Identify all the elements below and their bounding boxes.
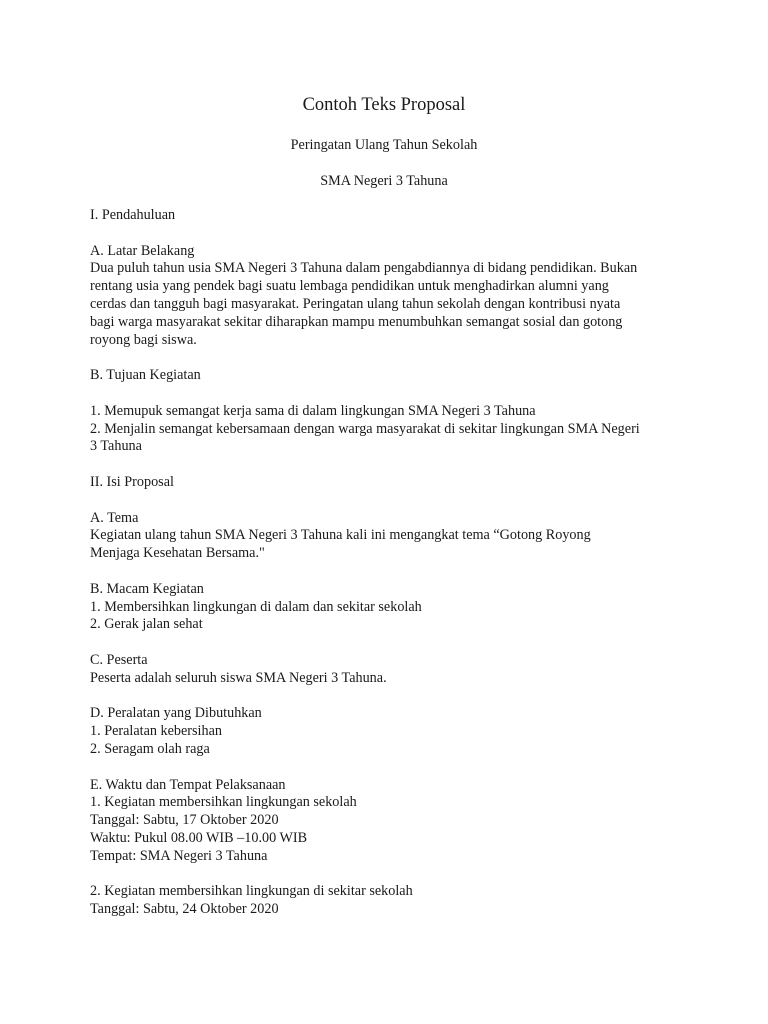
list-item: 2. Menjalin semangat kebersamaan dengan warga masyarakat di sekitar lingkungan SMA Negeri: [90, 420, 640, 437]
school-name: SMA Negeri 3 Tahuna: [320, 173, 448, 189]
list-item: 1. Memupuk semangat kerja sama di dalam lingkungan SMA Negeri 3 Tahuna: [90, 402, 536, 419]
paragraph-line: bagi warga masyarakat sekitar diharapkan mampu menumbuhkan semangat sosial dan gotong: [90, 313, 623, 330]
subheading-tema: A. Tema: [90, 509, 139, 526]
list-item: 1. Kegiatan membersihkan lingkungan sekolah: [90, 794, 357, 811]
document-title: Contoh Teks Proposal: [302, 95, 466, 115]
section-heading-pendahuluan: I. Pendahuluan: [90, 207, 176, 223]
list-item: 2. Gerak jalan sehat: [90, 616, 203, 633]
paragraph-line: Dua puluh tahun usia SMA Negeri 3 Tahuna dalam pengabdiannya di bidang pendidikan. Bukan: [90, 260, 638, 277]
list-item: 3 Tahuna: [90, 438, 142, 455]
detail-line: Tanggal: Sabtu, 17 Oktober 2020: [90, 812, 279, 829]
detail-line: Waktu: Pukul 08.00 WIB –10.00 WIB: [90, 829, 308, 846]
paragraph-line: Kegiatan ulang tahun SMA Negeri 3 Tahuna kali ini mengangkat tema “Gotong Royong: [90, 527, 591, 544]
document-body: [90, 207, 690, 919]
paragraph-line: Menjaga Kesehatan Bersama.": [90, 545, 265, 562]
list-item: 1. Membersihkan lingkungan di dalam dan sekitar sekolah: [90, 598, 422, 615]
paragraph-line: royong bagi siswa.: [90, 331, 197, 348]
subheading-tujuan-kegiatan: B. Tujuan Kegiatan: [90, 367, 201, 384]
detail-line: Tempat: SMA Negeri 3 Tahuna: [90, 847, 268, 864]
paragraph-line: rentang usia yang pendek bagi suatu lembaga pendidikan untuk menghadirkan alumni yang: [90, 278, 609, 295]
document-subtitle: Peringatan Ulang Tahun Sekolah: [290, 137, 478, 153]
list-item: 2. Seragam olah raga: [90, 740, 210, 757]
subheading-latar-belakang: A. Latar Belakang: [90, 242, 195, 259]
paragraph-line: Peserta adalah seluruh siswa SMA Negeri 3 Tahuna.: [90, 669, 387, 686]
list-item: 2. Kegiatan membersihkan lingkungan di sekitar sekolah: [90, 883, 413, 900]
subheading-peserta: C. Peserta: [90, 651, 148, 668]
list-item: 1. Peralatan kebersihan: [90, 723, 222, 740]
subheading-peralatan: D. Peralatan yang Dibutuhkan: [90, 705, 262, 722]
subheading-waktu-tempat: E. Waktu dan Tempat Pelaksanaan: [90, 776, 286, 793]
subheading-macam-kegiatan: B. Macam Kegiatan: [90, 580, 204, 597]
detail-line: Tanggal: Sabtu, 24 Oktober 2020: [90, 901, 279, 918]
section-heading-isi-proposal: II. Isi Proposal: [90, 473, 174, 490]
paragraph-line: cerdas dan tangguh bagi masyarakat. Peringatan ulang tahun sekolah dengan kontribusi nyata: [90, 295, 621, 312]
